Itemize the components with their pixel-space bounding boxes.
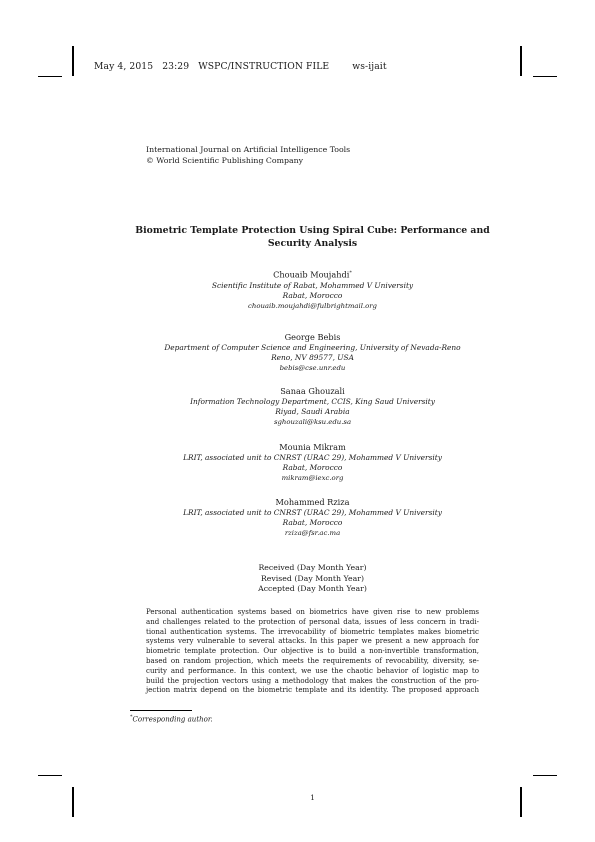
revised-date: Revised (Day Month Year) — [260, 573, 365, 583]
title-line-2: Security Analysis — [267, 238, 358, 249]
abstract-line: systems very vulnerable to several attacks. In this paper we present a new approach for — [146, 636, 479, 646]
page-number: 1 — [310, 793, 315, 802]
header-label: WSPC/INSTRUCTION FILE — [198, 61, 330, 72]
abstract-line: Personal authentication systems based on biometrics have given rise to new problems — [146, 607, 479, 616]
paper-title — [130, 224, 495, 250]
author-email: mikram@iexc.org — [281, 474, 344, 482]
author-block — [130, 386, 495, 427]
crop-mark-bottom-left-vertical — [72, 787, 74, 817]
crop-mark-top-right-vertical — [520, 46, 522, 76]
journal-name: International Journal on Artificial Intelligence Tools — [146, 145, 351, 154]
running-header — [94, 61, 393, 72]
author-email: rziza@fsr.ac.ma — [284, 529, 341, 537]
author-block — [130, 268, 495, 311]
received-date: Received (Day Month Year) — [258, 563, 367, 572]
crop-mark-bottom-right-horizontal — [533, 775, 557, 776]
author-affiliation: Information Technology Department, CCIS, King Saud University — [190, 397, 435, 406]
abstract-line: biometric template protection. Our objective is to build a non-invertible transformation, — [146, 646, 479, 656]
author-name: Chouaib Moujahdi* — [273, 269, 352, 280]
author-location: Reno, NV 89577, USA — [271, 353, 354, 362]
author-location: Rabat, Morocco — [282, 463, 343, 472]
header-style: ws-ijait — [352, 61, 387, 72]
author-name: Sanaa Ghouzali — [280, 386, 345, 396]
header-time: 23:29 — [162, 61, 190, 72]
title-line-1: Biometric Template Protection Using Spiral Cube: Performance and — [135, 225, 490, 236]
author-block — [130, 332, 495, 373]
author-name: George Bebis — [284, 332, 341, 342]
footnote-rule — [130, 710, 192, 711]
crop-mark-top-right-horizontal — [533, 76, 557, 77]
crop-mark-bottom-right-vertical — [520, 787, 522, 817]
author-email: bebis@cse.unr.edu — [279, 364, 346, 372]
author-affiliation: LRIT, associated unit to CNRST (URAC 29), Mohammed V University — [183, 508, 442, 517]
author-affiliation: LRIT, associated unit to CNRST (URAC 29), Mohammed V University — [183, 453, 442, 462]
submission-dates — [130, 563, 495, 595]
crop-mark-top-left-vertical — [72, 46, 74, 76]
author-name: Mounia Mikram — [279, 442, 346, 452]
abstract — [146, 607, 479, 695]
journal-copyright: © World Scientific Publishing Company — [146, 156, 304, 165]
header-date: May 4, 2015 — [94, 61, 154, 72]
author-name: Mohammed Rziza — [275, 497, 350, 507]
abstract-line: and challenges related to the protection of personal data, issues of less concern in tradi- — [146, 616, 479, 626]
abstract-line: based on random projection, which meets the requirements of revocability, diversity, se- — [146, 655, 479, 665]
author-affiliation: Department of Computer Science and Engineering, University of Nevada-Reno — [164, 343, 461, 352]
crop-mark-bottom-left-horizontal — [38, 775, 62, 776]
abstract-line: curity and performance. In this context, we use the chaotic behavior of logistic map to — [146, 665, 479, 675]
footnote: *Corresponding author. — [130, 714, 213, 724]
author-location: Riyad, Saudi Arabia — [275, 407, 350, 416]
author-email: sghouzali@ksu.edu.sa — [273, 418, 352, 426]
journal-info — [146, 144, 350, 166]
author-block — [130, 442, 495, 483]
author-location: Rabat, Morocco — [282, 518, 343, 527]
author-block — [130, 497, 495, 538]
author-email: chouaib.moujahdi@fulbrightmail.org — [248, 301, 377, 310]
author-affiliation: Scientific Institute of Rabat, Mohammed V University — [211, 280, 414, 290]
abstract-line: tional authentication systems. The irrevocability of biometric templates makes biometric — [146, 626, 479, 636]
crop-mark-top-left-horizontal — [38, 76, 62, 77]
author-location: Rabat, Morocco — [282, 290, 343, 300]
accepted-date: Accepted (Day Month Year) — [258, 584, 367, 593]
abstract-line: build the projection vectors using a methodology that makes the construction of the pro- — [146, 675, 479, 685]
abstract-line: jection matrix depend on the biometric template and its identity. The proposed approach — [146, 685, 479, 695]
